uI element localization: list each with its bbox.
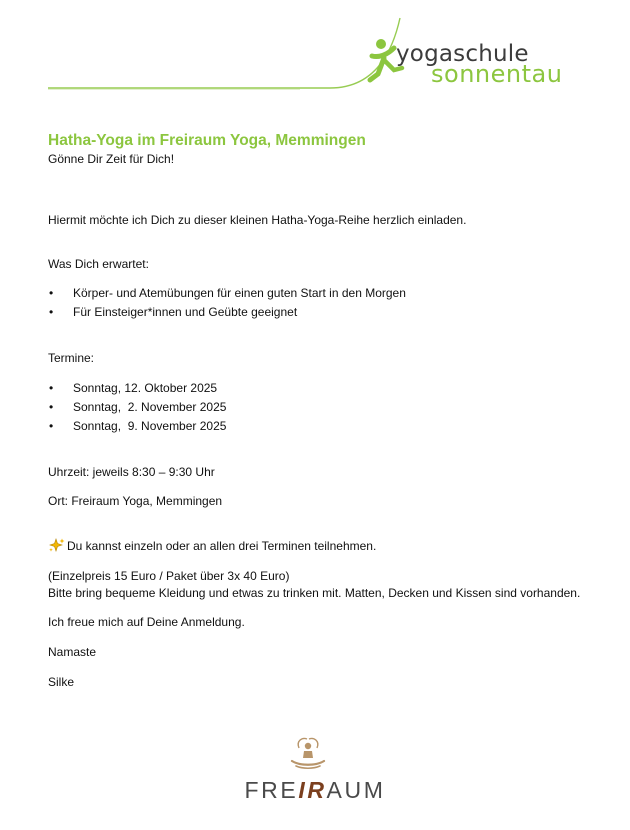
list-item: • Sonntag, 9. November 2025 bbox=[48, 417, 588, 436]
expect-list bbox=[48, 284, 588, 322]
subtitle: Gönne Dir Zeit für Dich! bbox=[48, 152, 175, 166]
time-text: Uhrzeit: jeweils 8:30 – 9:30 Uhr bbox=[48, 465, 215, 479]
footer-logo bbox=[0, 735, 630, 815]
signature-text: Silke bbox=[48, 675, 75, 689]
freiraum-wordmark bbox=[0, 777, 630, 804]
page-title: Hatha-Yoga im Freiraum Yoga, Memmingen bbox=[48, 132, 366, 149]
freiraum-lotus-icon bbox=[0, 735, 630, 780]
invitation-body bbox=[48, 131, 588, 691]
list-item: • Körper- und Atemübungen für einen guten Start in den Morgen bbox=[48, 284, 588, 303]
intro-text: Hiermit möchte ich Dich zu dieser kleinen Hatha-Yoga-Reihe herzlich einladen. bbox=[48, 213, 467, 227]
list-item: • Sonntag, 2. November 2025 bbox=[48, 398, 588, 417]
list-item: • Für Einsteiger*innen und Geübte geeignet bbox=[48, 303, 588, 322]
bring-text: Bitte bring bequeme Kleidung und etwas zu trinken mit. Matten, Decken und Kissen sind vorhanden. bbox=[48, 586, 581, 600]
closing-text: Ich freue mich auf Deine Anmeldung. bbox=[48, 615, 245, 629]
sparkles-icon bbox=[48, 538, 65, 552]
participation-text: Du kannst einzeln oder an allen drei Terminen teilnehmen. bbox=[67, 539, 377, 553]
header-logo bbox=[0, 0, 630, 100]
place-text: Ort: Freiraum Yoga, Memmingen bbox=[48, 494, 223, 508]
wordmark-highlight: IR bbox=[298, 777, 327, 803]
participation-line bbox=[48, 538, 588, 555]
wordmark-suffix: AUM bbox=[326, 777, 386, 803]
list-item: • Sonntag, 12. Oktober 2025 bbox=[48, 379, 588, 398]
price-text: (Einzelpreis 15 Euro / Paket über 3x 40 Euro) bbox=[48, 569, 290, 583]
greeting-text: Namaste bbox=[48, 645, 97, 659]
logo-text-yogaschule: yogaschule bbox=[396, 41, 529, 67]
wordmark-prefix: FRE bbox=[244, 777, 299, 803]
dates-list bbox=[48, 379, 588, 436]
dates-heading: Termine: bbox=[48, 351, 95, 365]
expect-heading: Was Dich erwartet: bbox=[48, 257, 149, 271]
logo-text-sonnentau: sonnentau bbox=[431, 60, 563, 88]
